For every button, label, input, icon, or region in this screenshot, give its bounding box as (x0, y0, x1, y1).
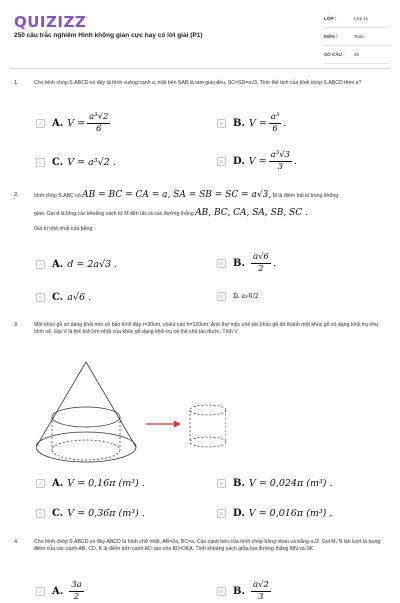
question-2-option-d[interactable]: D D. a√6/2 (217, 292, 258, 301)
question-3-option-d[interactable]: D D. V = 0,016π (m³) . (217, 508, 332, 519)
fraction: $\frac{a√2}{3}$ (252, 580, 269, 602)
question-2-option-b[interactable]: B B. $\frac{a√6}{2}$ . (217, 252, 276, 275)
question-1-option-d[interactable]: D D. V = $\frac{\text{a³√3}}{3}$ . (217, 150, 297, 173)
meta-row-count: SỐ CÂU : 25 (324, 46, 390, 64)
meta-row-class: LỚP : Lớp 11 (324, 10, 390, 28)
question-3-option-c[interactable]: C C. V = 0,36π (m³) . (36, 508, 145, 519)
option-radio[interactable]: D (217, 509, 226, 518)
option-radio[interactable]: B (217, 479, 226, 488)
option-radio[interactable]: C (36, 509, 45, 518)
question-2-line-3: Giá trị nhỏ nhất của bằng: (34, 226, 94, 232)
fraction: $\frac{a√6}{2}$ (252, 252, 269, 274)
option-radio[interactable]: C (36, 293, 45, 302)
option-radio[interactable]: B (217, 119, 226, 128)
question-2-number: 2. (14, 192, 19, 198)
question-2-line-2: gian. Gọi d là tổng các khoảng cách từ M đến tất cả các đường thẳng AB, BC, CA, SA, SB, SC . (34, 208, 308, 218)
question-4-option-b[interactable]: B B. $\frac{a√2}{3}$ (217, 580, 273, 603)
question-3-option-a[interactable]: A A. V = 0,16π (m³) . (36, 478, 145, 489)
option-radio[interactable]: A (36, 587, 45, 596)
worksheet-title: 250 câu trắc nghiệm Hình không gian cực hay có lời giải (P1) (14, 32, 203, 39)
fraction: $\frac{3a}{2}$ (71, 580, 82, 602)
cylinder-figure (190, 405, 226, 447)
arrow-right-icon (146, 421, 181, 428)
fraction: $\frac{\text{a³√2}}{6}$ (89, 112, 109, 134)
cone-figure (36, 362, 136, 462)
question-3-number: 3. (14, 322, 19, 328)
question-1-option-b[interactable]: B B. V = $\frac{\text{a³}}{6}$ . (217, 112, 286, 135)
question-4-text: Cho hình chóp S.ABCD có đáy ABCD là hình chữ nhật, AB=2a, BC=a. Các cạnh bên của hình chóp bằng nhau và bằng a√2. Gọi M, N lần lượt là trung điểm của các cạnh AB, CD, K là điểm trên cạnh AD sao cho KD=2KA. Tính khoảng cách giữa hai đường thẳng MN và SK. (34, 539, 381, 552)
worksheet-header (0, 0, 400, 70)
question-4-option-a[interactable]: A A. $\frac{3a}{2}$ (36, 580, 86, 603)
question-1-option-c[interactable]: C C. V = a³√2 . (36, 157, 116, 168)
option-radio[interactable]: D (217, 157, 226, 166)
fraction: $\frac{\text{a³√3}}{3}$ (270, 150, 290, 172)
meta-table (324, 10, 390, 64)
option-radio[interactable]: A (36, 119, 45, 128)
question-2-line-1: hình chóp S.ABC có AB = BC = CA = a, SA = SB = SC = a√3, M là điểm bất kì trong không (34, 190, 339, 200)
option-radio[interactable]: A (36, 260, 45, 269)
question-1-option-a[interactable]: A A. V = $\frac{\text{a³√2}}{6}$ (36, 112, 112, 135)
option-radio[interactable]: C (36, 158, 45, 167)
quizizz-logo: QUIZIZZ (14, 13, 87, 31)
question-4-number: 4. (14, 539, 19, 545)
question-3-option-b[interactable]: B B. V = 0,024π (m³) . (217, 478, 333, 489)
meta-row-subject: MÔN : Toán (324, 28, 390, 46)
question-1-number: 1. (14, 80, 19, 86)
cone-cylinder-figure (36, 362, 226, 467)
question-2-option-a[interactable]: A A. d = 2a√3 . (36, 259, 117, 270)
option-radio[interactable]: B (217, 587, 226, 596)
question-1-text: Cho hình chóp S.ABCD có đáy là hình vuông cạnh a, mặt bên SAB là tam giác đều, SC=SD=a√3. Tính thể tích của khối chóp S.ABCD theo a? (34, 80, 362, 86)
question-2-option-c[interactable]: C C. a√6 . (36, 292, 91, 303)
question-3-text: Một khúc gỗ có dạng khối nón có bán kính đáy r=30cm, chiều cao h=120cm. Anh thợ mộc chế tác khúc gỗ đó thành một khúc gỗ có dạng khối trụ như hình vẽ. Gọi V là thể tích lớn nhất của khúc gỗ dạng khối trụ có thể chế tác được. Tính V (34, 322, 379, 335)
option-radio[interactable]: A (36, 479, 45, 488)
header-divider (10, 68, 390, 69)
option-radio[interactable]: B (217, 259, 226, 268)
option-radio[interactable]: D (217, 292, 226, 301)
fraction: $\frac{\text{a³}}{6}$ (270, 112, 280, 134)
